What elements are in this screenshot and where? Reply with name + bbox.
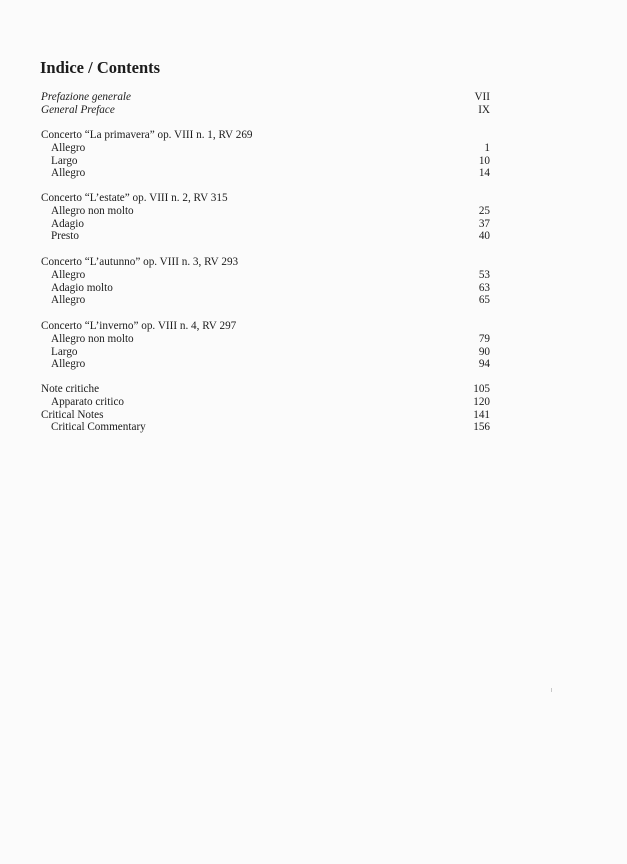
toc-section [41, 91, 490, 117]
toc-entry [41, 358, 490, 371]
toc-page-number: VII [474, 91, 490, 103]
toc-entry-label: Prefazione generale [41, 91, 131, 103]
toc-page-number: 90 [478, 345, 490, 358]
toc-page-number: 79 [478, 332, 490, 345]
toc-entry-label: Allegro [51, 167, 86, 180]
page-title: Indice / Contents [40, 58, 161, 77]
toc-entry [41, 396, 490, 409]
toc-entry-label: Adagio molto [51, 281, 113, 294]
toc-entry-label: Presto [51, 230, 79, 243]
toc-heading [41, 256, 490, 269]
toc-page-number: 40 [478, 230, 490, 243]
toc-page-number: IX [478, 103, 490, 116]
toc-entry-label: Allegro [51, 268, 86, 281]
toc-entry [41, 167, 490, 180]
toc-entry-label: Largo [51, 345, 78, 358]
toc-page-number: 94 [478, 358, 490, 371]
toc-entry [41, 155, 490, 168]
toc-entry-label: Critical Notes [41, 408, 104, 421]
toc-entry [41, 383, 490, 396]
toc-section [41, 320, 490, 371]
toc-page-number: 120 [473, 395, 490, 408]
toc-page-number: 105 [473, 383, 490, 395]
toc-entry [41, 104, 490, 117]
toc-page-number: 10 [478, 154, 490, 167]
toc-entry-label: Allegro [51, 294, 86, 307]
toc-entry [41, 294, 490, 307]
toc-entry [41, 282, 490, 295]
toc-entry-label: Critical Commentary [51, 421, 146, 434]
toc-page-number: 53 [478, 268, 490, 281]
toc-entry [41, 230, 490, 243]
toc-entry-label: Concerto “L’estate” op. VIII n. 2, RV 315 [41, 192, 228, 204]
toc-entry [41, 333, 490, 346]
toc-page-number: 1 [484, 141, 490, 154]
scan-speck [551, 688, 552, 692]
toc-page-number: 65 [478, 294, 490, 307]
toc-section [41, 256, 490, 307]
toc-heading [41, 129, 490, 142]
toc-entry-label: Apparato critico [51, 395, 124, 408]
toc-entry-label: Concerto “La primavera” op. VIII n. 1, RV 269 [41, 129, 253, 141]
toc-page-number: 25 [478, 204, 490, 217]
toc-entry-label: Allegro non molto [51, 204, 134, 217]
toc-page-number: 14 [478, 167, 490, 180]
toc-entry-label: Allegro [51, 141, 86, 154]
toc-page-number: 37 [478, 217, 490, 230]
toc-section [41, 383, 490, 434]
toc-entry [41, 205, 490, 218]
toc-entry-label: General Preface [41, 103, 115, 116]
toc-page-number: 141 [473, 408, 490, 421]
toc-entry [41, 409, 490, 422]
toc-entry-label: Concerto “L’inverno” op. VIII n. 4, RV 297 [41, 320, 237, 332]
toc-entry-label: Note critiche [41, 383, 100, 395]
toc-entry-label: Adagio [51, 217, 84, 230]
toc-section [41, 129, 490, 180]
toc-entry [41, 91, 490, 104]
toc-page-number: 156 [473, 421, 490, 434]
toc-heading [41, 320, 490, 333]
toc-entry [41, 218, 490, 231]
toc-entry-label: Allegro [51, 358, 86, 371]
toc-entry [41, 269, 490, 282]
toc-page-number: 63 [478, 281, 490, 294]
toc-entry [41, 421, 490, 434]
toc-entry-label: Concerto “L’autunno” op. VIII n. 3, RV 293 [41, 256, 239, 268]
toc-section [41, 192, 490, 243]
toc-entry [41, 142, 490, 155]
toc-entry [41, 346, 490, 359]
toc-heading [41, 192, 490, 205]
toc-entry-label: Largo [51, 154, 78, 167]
toc-entry-label: Allegro non molto [51, 332, 134, 345]
